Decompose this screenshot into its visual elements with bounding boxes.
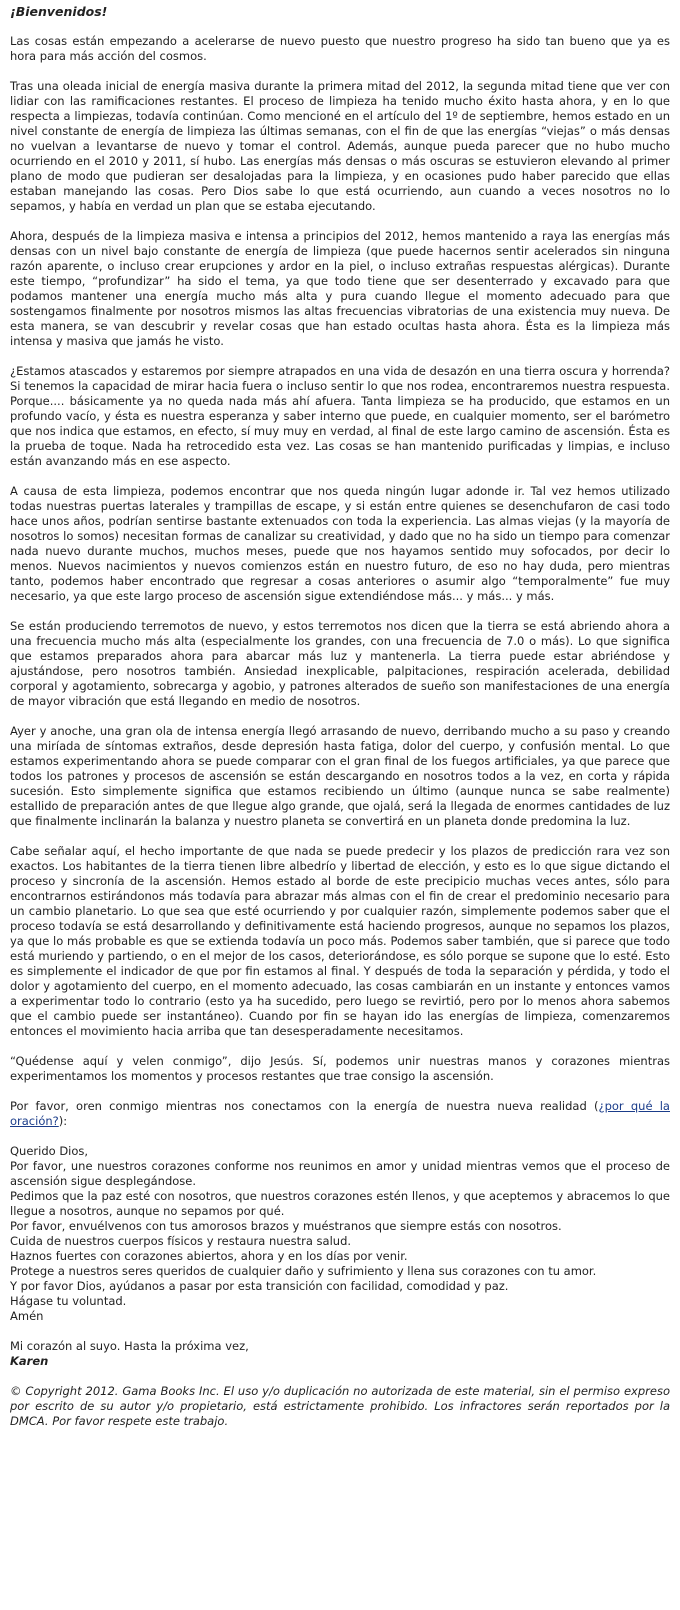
prayer-line: Por favor, une nuestros corazones conforme nos reunimos en amor y unidad mientras vemos que el proceso de ascensión sigue desplegándose. — [10, 1159, 670, 1188]
paragraph-3: Ahora, después de la limpieza masiva e intensa a principios del 2012, hemos mantenido a raya las energías más densas con un nivel bajo constante de energía de limpieza (que puede hacernos sentir acelerados sin ninguna razón aparente, o incluso crear erupciones y ardor en la piel, o incluso extrañas respuestas alérgicas). Durante este tiempo, “profundizar” ha sido el tema, ya que todo tiene que ser desenterrado y excavado para que podamos mantener una energía mucho más alta y pura cuando llegue el momento adecuado para que sostengamos finalmente por nosotros mismos las altas frecuencias vibratorias de una existencia muy nueva. De esta manera, se van descubrir y revelar cosas que han estado ocultas hasta ahora. Ésta es la limpieza más intensa y masiva que jamás he visto. — [10, 229, 670, 348]
paragraph-5: A causa de esta limpieza, podemos encontrar que nos queda ningún lugar adonde ir. Tal vez hemos utilizado todas nuestras puertas laterales y trampillas de escape, y si están entre quienes se desenchufaron de casi todo hace unos años, podrían sentirse bastante extenuados con toda la experiencia. Las almas viejas (y la mayoría de nosotros lo somos) necesitan formas de canalizar su creatividad, y dado que no ha sido un tiempo para comenzar nada nuevo durante muchos, muchos meses, puede que nos hayamos sentido muy sofocados, por decir lo menos. Nuevos nacimientos y nuevos comienzos están en nuestro futuro, de eso no hay duda, pero mientras tanto, podemos haber encontrado que regresar a cosas anteriores o asumir algo “temporalmente” fue muy necesario, ya que este largo proceso de ascensión sigue extendiéndose más... y más... y más. — [10, 484, 670, 603]
prayer-line: Hágase tu voluntad. — [10, 1294, 127, 1308]
paragraph-9: “Quédense aquí y velen conmigo”, dijo Jesús. Sí, podemos unir nuestras manos y corazones mientras experimentamos los momentos y procesos restantes que trae consigo la ascensión. — [10, 1054, 670, 1083]
prayer-intro-suffix: ): — [58, 1114, 68, 1128]
paragraph-4: ¿Estamos atascados y estaremos por siempre atrapados en una vida de desazón en una tierra oscura y horrenda? Si tenemos la capacidad de mirar hacia fuera o incluso sentir lo que nos rodea, encontraremos nuestra respuesta. Porque.... básicamente ya no queda nada más ahí afuera. Tanta limpieza se ha producido, que estamos en un profundo vacío, y ésta es nuestra esperanza y saber interno que puede, en cualquier momento, ser el barómetro que nos indica que estamos, en efecto, sí muy muy en verdad, al final de este largo camino de ascensión. Ésta es la prueba de toque. Nada ha retrocedido esta vez. Las cosas se han mantenido purificadas y limpias, e incluso están avanzando más en ese aspecto. — [10, 364, 670, 468]
prayer-line: Pedimos que la paz esté con nosotros, que nuestros corazones estén llenos, y que aceptemos y abracemos lo que llegue a nosotros, aunque no sepamos por qué. — [10, 1189, 670, 1218]
prayer-intro-text: Por favor, oren conmigo mientras nos conectamos con la energía de nuestra nueva realidad ( — [10, 1099, 599, 1113]
paragraph-7: Ayer y anoche, una gran ola de intensa energía llegó arrasando de nuevo, derribando mucho a su paso y creando una miríada de síntomas extraños, desde depresión hasta fatiga, dolor del cuerpo, y confusión mental. Lo que estamos experimentando ahora se puede comparar con el gran final de los fuegos artificiales, ya que parece que todos los patrones y procesos de ascensión se están descargando en nosotros todos a la vez, en corta y rápida sucesión. Esto simplemente significa que estamos recibiendo un último (aunque nunca se sabe realmente) estallido de preparación antes de que llegue algo grande, que ojalá, será la llegada de enormes cantidades de luz que finalmente inclinarán la balanza y nuestro planeta se convertirá en un planeta donde predomina la luz. — [10, 724, 670, 828]
closing — [10, 1339, 670, 1369]
prayer-line: Haznos fuertes con corazones abiertos, ahora y en los días por venir. — [10, 1249, 408, 1263]
copyright-notice: © Copyright 2012. Gama Books Inc. El uso y/o duplicación no autorizada de este material, sin el permiso expreso por escrito de su autor y/o propietario, está estrictamente prohibido. Los infractores serán reportados por la DMCA. Por favor respete este trabajo. — [10, 1384, 670, 1428]
paragraph-1: Las cosas están empezando a acelerarse de nuevo puesto que nuestro progreso ha sido tan bueno que ya es hora para más acción del cosmos. — [10, 34, 670, 63]
prayer-line: Cuida de nuestros cuerpos físicos y restaura nuestra salud. — [10, 1234, 352, 1248]
prayer-line: Y por favor Dios, ayúdanos a pasar por esta transición con facilidad, comodidad y paz. — [10, 1279, 509, 1293]
author-signature: Karen — [10, 1354, 49, 1368]
article-title: ¡Bienvenidos! — [10, 4, 108, 19]
prayer — [10, 1144, 670, 1324]
closing-line: Mi corazón al suyo. Hasta la próxima vez, — [10, 1339, 249, 1353]
prayer-line: Querido Dios, — [10, 1144, 89, 1158]
why-prayer-link[interactable]: ¿por qué la oración? — [10, 1099, 670, 1128]
prayer-intro — [10, 1099, 670, 1129]
prayer-line: Por favor, envuélvenos con tus amorosos brazos y muéstranos que siempre estás con nosotros. — [10, 1219, 562, 1233]
prayer-line: Amén — [10, 1309, 44, 1323]
prayer-line: Protege a nuestros seres queridos de cualquier daño y sufrimiento y llena sus corazones con tu amor. — [10, 1264, 597, 1278]
paragraph-8: Cabe señalar aquí, el hecho importante de que nada se puede predecir y los plazos de predicción rara vez son exactos. Los habitantes de la tierra tienen libre albedrío y libertad de elección, y esto es lo que sigue dictando el proceso y sincronía de la ascensión. Hemos estado al borde de este precipicio muchas veces antes, sólo para encontrarnos estirándonos más todavía para abrazar más almas con el fin de crear el predominio necesario para un cambio planetario. Lo que sea que esté ocurriendo y por cualquier razón, simplemente podemos saber que el proceso todavía se está desarrollando y definitivamente está haciendo progresos, aunque no sepamos los plazos, ya que lo más probable es que se extienda todavía un poco más. Podemos saber también, que si parece que todo está muriendo y partiendo, o en el mejor de los casos, deteriorándose, es sólo porque se supone que lo esté. Esto es simplemente el indicador de que por fin estamos al final. Y después de toda la separación y pérdida, y todo el dolor y agotamiento del cuerpo, en el momento adecuado, las cosas cambiarán en un instante y entonces vamos a experimentar todo lo contrario (esto ya ha sucedido, pero luego se revirtió, pero por lo menos ahora sabemos que el cambio puede ser instantáneo). Cuando por fin se hayan ido las energías de limpieza, comenzaremos entonces el movimiento hacia arriba que tan desesperadamente necesitamos. — [10, 844, 670, 1038]
paragraph-6: Se están produciendo terremotos de nuevo, y estos terremotos nos dicen que la tierra se está abriendo ahora a una frecuencia mucho más alta (especialmente los grandes, con una frecuencia de 7.0 o más). Lo que significa que estamos preparados ahora para abarcar más luz y mantenerla. La tierra puede estar abriéndose y ajustándose, pero nosotros también. Ansiedad inexplicable, palpitaciones, respiración acelerada, debilidad corporal y agotamiento, sobrecarga y agobio, y patrones alterados de sueño son manifestaciones de una energía de mayor vibración que está llegando en medio de nosotros. — [10, 619, 670, 708]
paragraph-2: Tras una oleada inicial de energía masiva durante la primera mitad del 2012, la segunda mitad tiene que ver con lidiar con las ramificaciones restantes. El proceso de limpieza ha tenido mucho éxito hasta ahora, y en lo que respecta a limpiezas, todavía continúan. Como mencioné en el artículo del 1º de septiembre, hemos estado en un nivel constante de energía de limpieza las últimas semanas, con el fin de que las energías “viejas” o más densas no vuelvan a levantarse de nuevo y tomar el control. Además, aunque pueda parecer que no hubo mucho ocurriendo en el 2010 y 2011, sí hubo. Las energías más densas o más oscuras se estuvieron elevando al primer plano de modo que pudieran ser desalojadas para la limpieza, y en ocasiones pudo haber parecido que ellas estaban manejando las cosas. Pero Dios sabe lo que está ocurriendo, aun cuando a veces nosotros no lo sepamos, y había en verdad un plan que se estaba ejecutando. — [10, 79, 670, 213]
